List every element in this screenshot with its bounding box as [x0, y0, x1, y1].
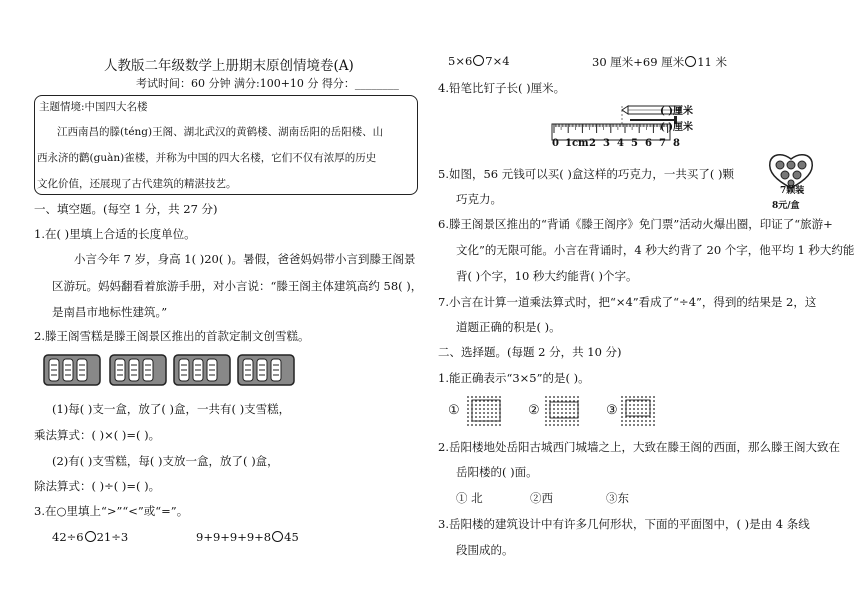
chocolate-price: 8元/盒	[772, 201, 800, 211]
c1-dot-grids	[458, 394, 698, 430]
compare-left-expr: 30 厘米+69 厘米	[592, 55, 685, 69]
ruler-num: 5	[631, 138, 638, 149]
compare-row-top-2	[592, 54, 727, 70]
c1-option-3-label: ③	[606, 403, 618, 418]
q3-text: 3.在○里填上“>”“<”或“=”。	[34, 504, 189, 518]
q2a-text: (1)每( )支一盒，放了( )盒，一共有( )支雪糕，	[52, 402, 291, 416]
q3-right-expr: 21÷3	[96, 530, 129, 544]
q2-text: 2.滕王阁雪糕是滕王阁景区推出的首款定制文创雪糕。	[34, 329, 310, 343]
q6-line-2: 文化”的无限可能。小言在背诵时，4 秒大约背了 20 个字，他平均 1 秒大约能	[456, 243, 855, 257]
theme-box	[34, 95, 418, 195]
compare-row-top	[448, 54, 510, 68]
compare-circle[interactable]	[272, 531, 283, 542]
c2-option-2[interactable]: ②西	[530, 491, 553, 505]
ice-cream-box-1	[44, 355, 100, 385]
ruler-label-bottom: ( )厘米	[660, 122, 693, 133]
q5-line-2: 巧克力。	[456, 192, 502, 206]
c2-option-1[interactable]: ① 北	[456, 491, 483, 505]
ice-cream-box-2	[110, 355, 166, 385]
ruler-num: 0	[552, 138, 559, 149]
exam-info	[136, 75, 399, 91]
exam-info-text: 考试时间：60 分钟 满分:100+10 分 得分：	[136, 77, 355, 90]
ruler-num: 4	[617, 138, 624, 149]
c2-line-1: 2.岳阳楼地处岳阳古城西门城墙之上，大致在滕王阁的西面，那么滕王阁大致在	[438, 440, 840, 454]
ruler-num: 1cm	[565, 138, 589, 149]
theme-line-3: 文化价值，还展现了古代建筑的精湛技艺。	[37, 178, 237, 190]
q3-right-expr: 45	[284, 530, 299, 544]
ice-cream-box-4	[238, 355, 294, 385]
c1-text: 1.能正确表示“3×5”的是( )。	[438, 371, 590, 385]
score-blank: ________	[354, 77, 399, 90]
compare-circle[interactable]	[685, 56, 696, 67]
q1-line-1: 小言今年 7 岁，身高 1( )20( )。暑假，爸爸妈妈带小言到滕王阁景	[74, 252, 416, 266]
compare-circle[interactable]	[473, 55, 484, 66]
compare-right-expr: 7×4	[485, 54, 510, 68]
ruler-num: 3	[603, 138, 610, 149]
q4-text: 4.铅笔比钉子长( )厘米。	[438, 81, 566, 95]
q2b-formula: 除法算式：( )÷( )=( )。	[34, 479, 161, 493]
theme-label: 主题情境:中国四大名楼	[39, 101, 148, 113]
compare-circle[interactable]	[85, 531, 96, 542]
q6-line-1: 6.滕王阁景区推出的“背诵《滕王阁序》免门票”活动火爆出圈，印证了“旅游+	[438, 217, 833, 231]
section1-heading: 一、填空题。(每空 1 分，共 27 分)	[34, 202, 218, 216]
ice-cream-boxes	[40, 352, 300, 392]
section2-heading: 二、选择题。(每题 2 分，共 10 分)	[438, 345, 622, 359]
theme-line-1: 江西南昌的滕(téng)王阁、湖北武汉的黄鹤楼、湖南岳阳的岳阳楼、山	[57, 126, 384, 138]
q6-line-3: 背( )个字，10 秒大约能背( )个字。	[456, 269, 638, 283]
c3-line-2: 段围成的。	[456, 543, 514, 557]
compare-right-expr: 11 米	[697, 55, 728, 69]
compare-left-expr: 5×6	[448, 54, 473, 68]
ruler-num: 2	[589, 138, 596, 149]
q7-line-1: 7.小言在计算一道乘法算式时，把“×4”看成了“÷4”，得到的结果是 2，这	[438, 295, 817, 309]
ice-cream-box-3	[174, 355, 230, 385]
q2a-formula: 乘法算式：( )×( )=( )。	[34, 428, 161, 442]
q3-left-expr: 9+9+9+9+8	[196, 530, 272, 544]
page-title: 人教版二年级数学上册期末原创情境卷(A)	[104, 58, 354, 74]
q3-left-expr: 42÷6	[52, 530, 84, 544]
c1-option-1-label: ①	[448, 403, 460, 418]
q2b-text: (2)有( )支雪糕，每( )支放一盒，放了( )盒，	[52, 454, 279, 468]
q1-line-2: 区游玩。妈妈翻看着旅游手册，对小言说：“滕王阁主体建筑高约 58( )，	[52, 279, 423, 293]
c2-line-2: 岳阳楼的( )面。	[456, 465, 538, 479]
c2-option-3[interactable]: ③东	[606, 491, 629, 505]
q3-compare-1	[52, 530, 128, 544]
ruler-num: 8	[673, 138, 680, 149]
theme-line-2: 西永济的鹳(guàn)雀楼，并称为中国的四大名楼，它们不仅有浓厚的历史	[37, 152, 377, 164]
ruler-num: 7	[659, 138, 666, 149]
chocolate-count: 7颗装	[780, 186, 805, 196]
q3-compare-2	[196, 530, 299, 544]
ruler-num: 6	[645, 138, 652, 149]
q7-line-2: 道题正确的积是( )。	[456, 320, 561, 334]
q1-line-3: 是南昌市地标性建筑。”	[52, 305, 168, 319]
q5-line-1: 5.如图，56 元钱可以买( )盒这样的巧克力，一共买了( )颗	[438, 167, 735, 181]
q1-text: 1.在( )里填上合适的长度单位。	[34, 227, 196, 241]
c1-option-2-label: ②	[528, 403, 540, 418]
ruler-label-top: ( )厘米	[660, 106, 693, 117]
c3-line-1: 3.岳阳楼的建筑设计中有许多几何形状，下面的平面图中，( )是由 4 条线	[438, 517, 810, 531]
